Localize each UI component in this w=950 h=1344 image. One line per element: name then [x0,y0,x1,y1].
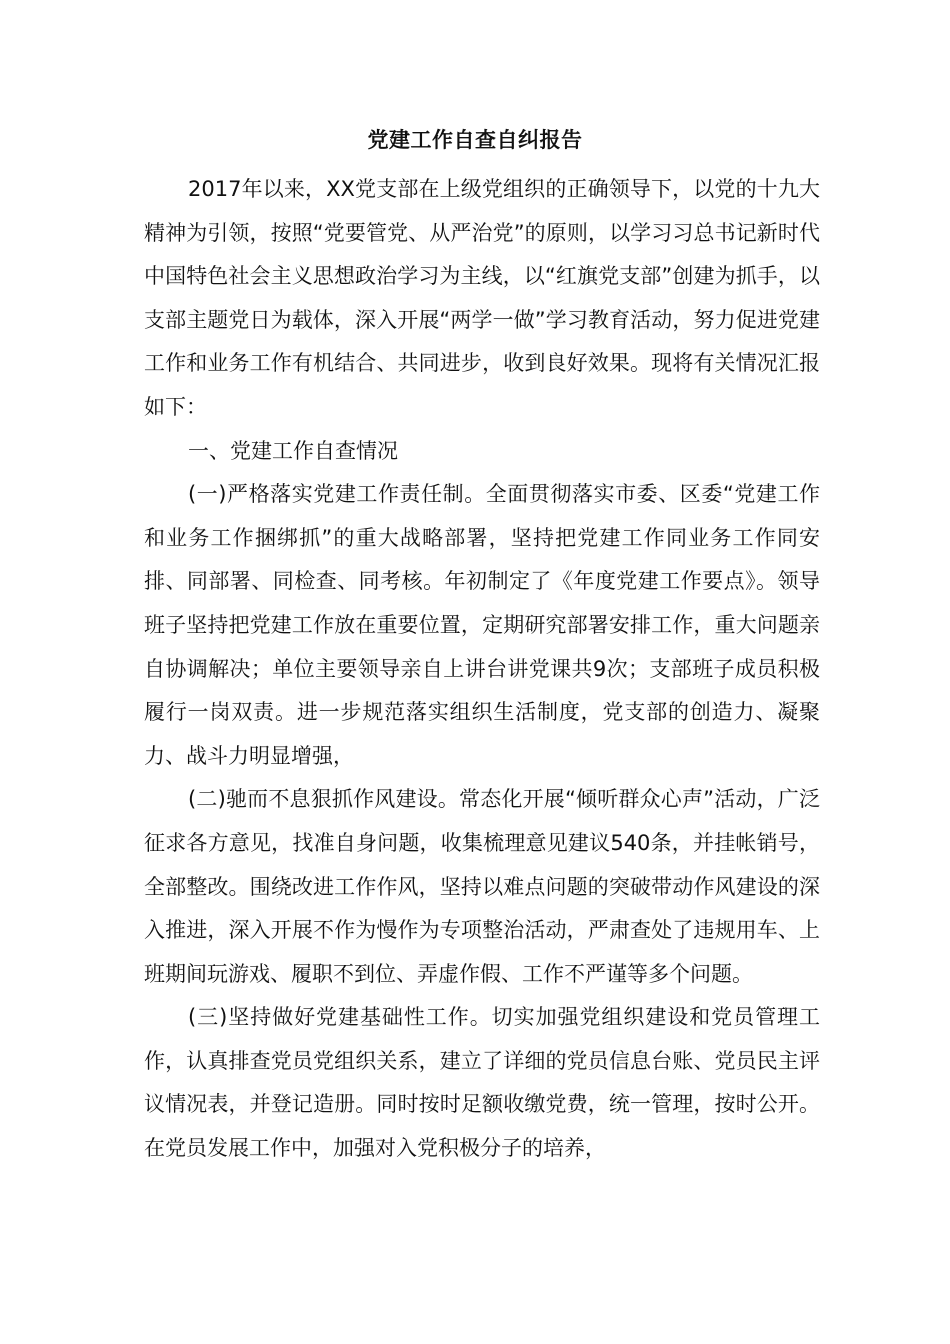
section-heading: 一、党建工作自查情况 [188,438,398,463]
intro-paragraph: 2017年以来，XX党支部在上级党组织的正确领导下，以党的十九大精神为引领，按照“党要管党、从严治党”的原则，以学习习总书记新时代中国特色社会主义思想政治学习为主线，以“红旗党支部”创建为抓手，以支部主题党日为载体，深入开展“两学一做”学习教育活动，努力促进党建工作和业务工作有机结合、共同进步，收到良好效果。现将有关情况汇报如下： [144,177,820,419]
document-body [144,168,820,1171]
document-title: 党建工作自查自纠报告 [367,128,583,152]
paragraph-responsibility: (一)严格落实党建工作责任制。全面贯彻落实市委、区委“党建工作和业务工作捆绑抓”的重大战略部署，坚持把党建工作同业务工作同安排、同部署、同检查、同考核。年初制定了《年度党建工作要点》。领导班子坚持把党建工作放在重要位置，定期研究部署安排工作，重大问题亲自协调解决；单位主要领导亲自上讲台讲党课共9次；支部班子成员积极履行一岗双责。进一步规范落实组织生活制度，党支部的创造力、凝聚力、战斗力明显增强， [144,482,820,768]
paragraph-foundation: (三)坚持做好党建基础性工作。切实加强党组织建设和党员管理工作，认真排查党员党组织关系，建立了详细的党员信息台账、党员民主评议情况表，并登记造册。同时按时足额收缴党费，统一管理，按时公开。在党员发展工作中，加强对入党积极分子的培养， [144,1005,820,1161]
paragraph-work-style: (二)驰而不息狠抓作风建设。常态化开展“倾听群众心声”活动，广泛征求各方意见，找准自身问题，收集梳理意见建议540条，并挂帐销号，全部整改。围绕改进工作作风，坚持以难点问题的突破带动作风建设的深入推进，深入开展不作为慢作为专项整治活动，严肃查处了违规用车、上班期间玩游戏、履职不到位、弄虚作假、工作不严谨等多个问题。 [144,787,820,986]
